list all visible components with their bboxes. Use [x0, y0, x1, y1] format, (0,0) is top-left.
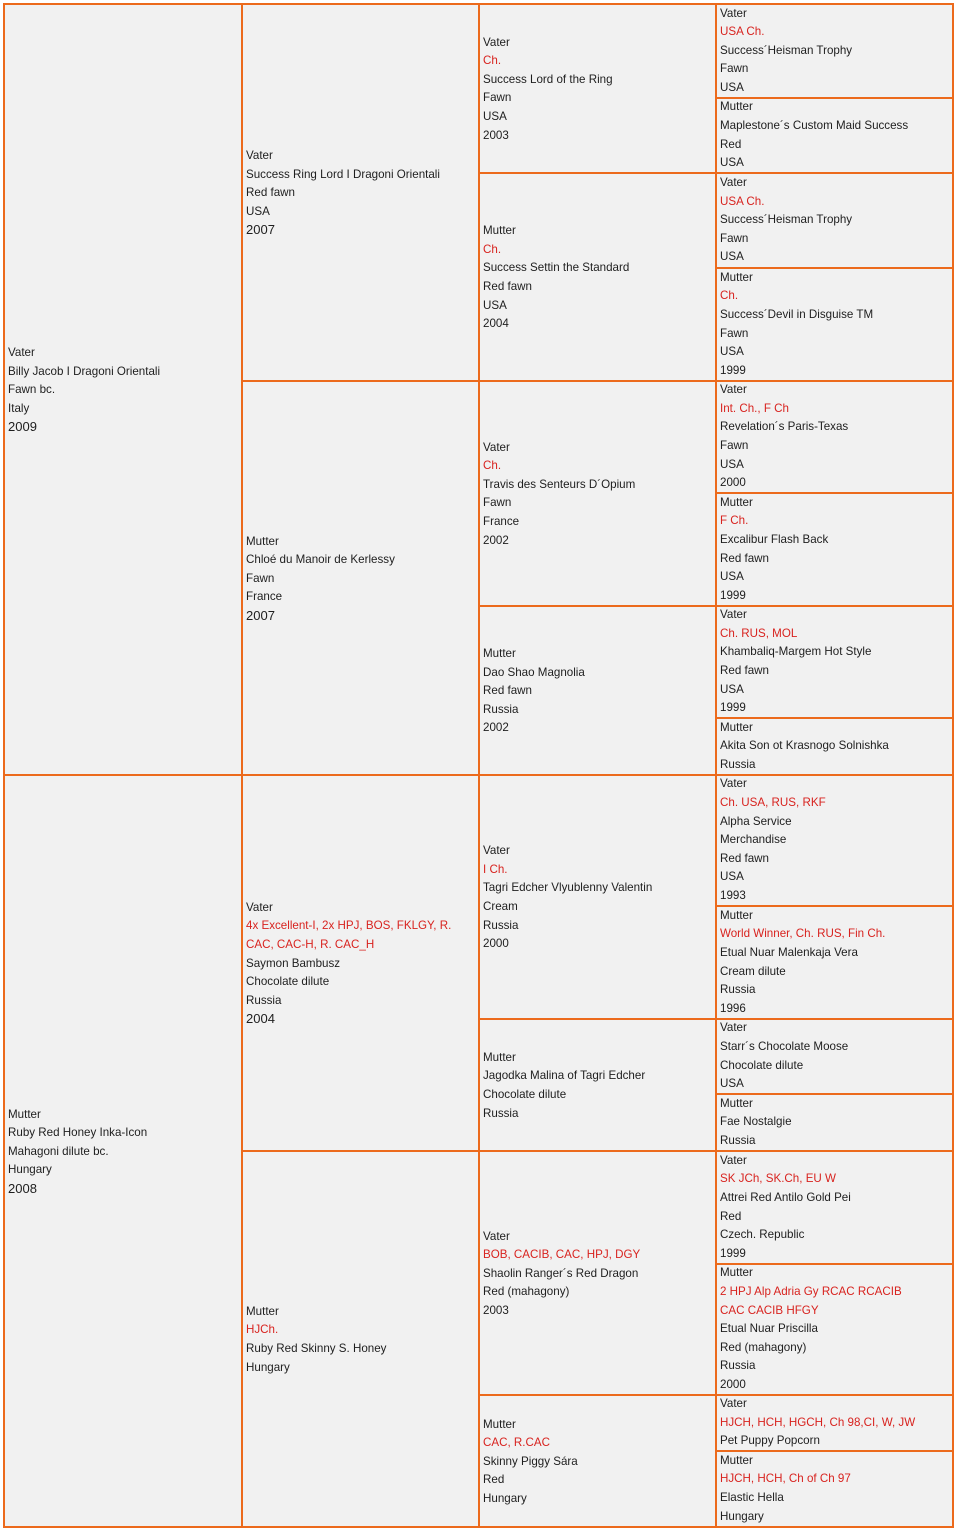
detail-text: Jagodka Malina of Tagri Edcher	[483, 1069, 646, 1083]
detail-text: Cream	[483, 899, 518, 913]
ancestor-sss	[478, 3, 717, 174]
ancestor-sdds	[715, 605, 954, 719]
title-text: BOB, CACIB, CAC, HPJ, DGY	[483, 1248, 641, 1262]
ancestor-ssds	[715, 172, 954, 269]
relation-label: Vater	[720, 1153, 747, 1167]
ancestor-ssss	[715, 3, 954, 99]
detail-text: Revelation´s Paris-Texas	[720, 420, 849, 434]
detail-text: Fawn	[720, 62, 749, 76]
relation-label: Mutter	[720, 100, 753, 114]
ancestor-ssdd	[715, 267, 954, 382]
detail-text: USA	[720, 457, 744, 471]
title-text: Ch.	[483, 459, 502, 473]
title-text: SK JCh, SK.Ch, EU W	[720, 1172, 836, 1186]
title-text: Ch.	[720, 289, 739, 303]
relation-label: Mutter	[483, 224, 516, 238]
detail-text: Russia	[246, 993, 282, 1007]
detail-text: Success Lord of the Ring	[483, 72, 613, 86]
ancestor-sire-dam	[241, 380, 480, 776]
detail-text: Fawn	[246, 571, 275, 585]
relation-label: Mutter	[720, 270, 753, 284]
detail-text: Skinny Piggy Sára	[483, 1454, 578, 1468]
detail-text: Russia	[720, 1359, 756, 1373]
relation-label: Mutter	[483, 647, 516, 660]
detail-text: Elastic Hella	[720, 1491, 784, 1504]
title-text: F Ch.	[720, 514, 749, 528]
ancestor-dsss	[715, 774, 954, 907]
detail-text: Travis des Senteurs D´Opium	[483, 477, 636, 491]
ancestor-ddds	[715, 1394, 954, 1452]
title-text: HJCh.	[246, 1323, 279, 1337]
detail-text: Khambaliq-Margem Hot Style	[720, 645, 872, 659]
ancestor-dsdd	[715, 1093, 954, 1152]
detail-text: Red	[720, 1209, 742, 1223]
detail-text: Excalibur Flash Back	[720, 532, 829, 546]
detail-text: Mahagoni dilute bc.	[8, 1144, 109, 1158]
detail-text: Shaolin Ranger´s Red Dragon	[483, 1266, 639, 1280]
detail-text: USA	[720, 682, 744, 696]
detail-text: Chocolate dilute	[720, 1058, 804, 1072]
relation-label: Vater	[720, 383, 747, 397]
ancestor-dam	[3, 774, 243, 1528]
relation-label: Vater	[483, 35, 510, 49]
detail-text: Hungary	[246, 1360, 290, 1374]
detail-text: Success Settin the Standard	[483, 261, 630, 275]
detail-text: Akita Son ot Krasnogo Solnishka	[720, 739, 889, 753]
detail-text: Pet Puppy Popcorn	[720, 1434, 820, 1448]
detail-text: 1999	[720, 1246, 746, 1260]
detail-text: Red (mahagony)	[483, 1285, 570, 1299]
relation-label: Mutter	[246, 534, 279, 548]
detail-text: 2008	[8, 1180, 37, 1196]
title-text: 4x Excellent-I, 2x HPJ, BOS, FKLGY, R.	[246, 919, 452, 933]
detail-text: Red fawn	[720, 851, 769, 865]
relation-label: Mutter	[483, 1050, 516, 1064]
detail-text: Fawn	[483, 91, 512, 105]
ancestor-dsd	[478, 1018, 717, 1152]
ancestor-ssd	[478, 172, 717, 382]
detail-text: France	[246, 590, 283, 604]
detail-text: 2003	[483, 128, 509, 142]
detail-text: Fawn	[720, 231, 749, 245]
title-text: Ch.	[483, 242, 502, 256]
relation-label: Vater	[8, 346, 35, 359]
title-text: Ch. RUS, MOL	[720, 626, 798, 640]
detail-text: Russia	[720, 983, 756, 997]
ancestor-ddss	[715, 1150, 954, 1265]
relation-label: Mutter	[720, 1453, 753, 1467]
detail-text: 2000	[483, 937, 509, 951]
detail-text: Attrei Red Antilo Gold Pei	[720, 1190, 851, 1204]
detail-text: USA	[720, 345, 744, 359]
ancestor-dds	[478, 1150, 717, 1396]
ancestor-ddsd	[715, 1263, 954, 1396]
relation-label: Vater	[720, 608, 747, 622]
detail-text: Hungary	[483, 1491, 527, 1505]
detail-text: Tagri Edcher Vlyublenny Valentin	[483, 881, 653, 895]
title-text: USA Ch.	[720, 25, 765, 39]
relation-label: Vater	[246, 149, 273, 162]
detail-text: Dao Shao Magnolia	[483, 665, 585, 679]
ancestor-dssd	[715, 905, 954, 1020]
title-text: Ch.	[483, 54, 502, 68]
detail-text: France	[483, 515, 520, 529]
detail-text: Success´Heisman Trophy	[720, 43, 853, 57]
ancestor-sire-sire	[241, 3, 480, 382]
title-text: HJCH, HCH, Ch of Ch 97	[720, 1472, 851, 1486]
detail-text: 2007	[246, 222, 275, 238]
relation-label: Vater	[483, 1229, 510, 1243]
detail-text: 1999	[720, 363, 746, 377]
detail-text: Russia	[483, 702, 519, 716]
relation-label: Mutter	[720, 720, 753, 734]
detail-text: 1993	[720, 888, 746, 902]
title-text: CAC CACIB HFGY	[720, 1303, 819, 1317]
detail-text: 1999	[720, 588, 746, 602]
detail-text: Success´Heisman Trophy	[720, 213, 853, 227]
ancestor-ddd	[478, 1394, 717, 1528]
title-text: Ch. USA, RUS, RKF	[720, 796, 826, 810]
relation-label: Mutter	[720, 1266, 753, 1280]
detail-text: USA	[246, 204, 270, 218]
relation-label: Vater	[720, 6, 747, 20]
ancestor-dam-dam	[241, 1150, 480, 1528]
detail-text: 2009	[8, 419, 37, 435]
detail-text: Saymon Bambusz	[246, 956, 341, 970]
relation-label: Mutter	[720, 908, 753, 922]
detail-text: 2000	[720, 1377, 746, 1391]
ancestor-sdsd	[715, 492, 954, 607]
detail-text: Red fawn	[720, 664, 769, 677]
detail-text: 2002	[483, 721, 509, 735]
detail-text: Russia	[483, 1106, 519, 1120]
detail-text: Billy Jacob I Dragoni Orientali	[8, 364, 161, 378]
detail-text: 1999	[720, 701, 746, 715]
ancestor-sdss	[715, 380, 954, 494]
detail-text: 2004	[483, 317, 509, 331]
relation-label: Vater	[720, 1021, 747, 1035]
detail-text: 2002	[483, 533, 509, 547]
detail-text: USA	[483, 110, 507, 124]
ancestor-sire	[3, 3, 243, 776]
detail-text: Cream dilute	[720, 964, 786, 978]
detail-text: Italy	[8, 401, 30, 415]
detail-text: Ruby Red Honey Inka-Icon	[8, 1126, 148, 1140]
ancestor-dss	[478, 774, 717, 1020]
detail-text: Fae Nostalgie	[720, 1115, 792, 1129]
detail-text: Fawn	[483, 496, 512, 510]
relation-label: Mutter	[8, 1107, 41, 1121]
relation-label: Mutter	[246, 1304, 279, 1318]
detail-text: Fawn	[720, 326, 749, 340]
detail-text: Fawn bc.	[8, 383, 56, 397]
relation-label: Vater	[246, 900, 273, 914]
title-text: World Winner, Ch. RUS, Fin Ch.	[720, 927, 886, 941]
detail-text: USA	[483, 298, 507, 312]
detail-text: Red fawn	[483, 684, 532, 698]
detail-text: Hungary	[8, 1163, 52, 1177]
title-text: Int. Ch., F Ch	[720, 401, 789, 415]
detail-text: 2004	[246, 1011, 275, 1027]
relation-label: Mutter	[720, 1096, 753, 1110]
detail-text: Starr´s Chocolate Moose	[720, 1039, 849, 1053]
detail-text: Chocolate dilute	[246, 975, 330, 989]
detail-text: Czech. Republic	[720, 1228, 805, 1242]
detail-text: 2007	[246, 607, 275, 623]
detail-text: Etual Nuar Malenkaja Vera	[720, 945, 858, 959]
detail-text: Russia	[720, 1133, 756, 1147]
detail-text: Russia	[483, 918, 519, 932]
ancestor-sds	[478, 380, 717, 607]
detail-text: Fawn	[720, 439, 749, 452]
detail-text: Red	[483, 1473, 505, 1487]
detail-text: USA	[720, 870, 744, 884]
relation-label: Mutter	[483, 1417, 516, 1431]
detail-text: Red fawn	[720, 551, 769, 565]
detail-text: Success´Devil in Disguise TM	[720, 307, 874, 321]
detail-text: Red (mahagony)	[720, 1340, 807, 1354]
detail-text: USA	[720, 1077, 744, 1091]
title-text: CAC, CAC-H, R. CAC_H	[246, 938, 375, 952]
ancestor-sddd	[715, 717, 954, 776]
ancestor-sssd	[715, 97, 954, 174]
detail-text: Etual Nuar Priscilla	[720, 1322, 818, 1336]
detail-text: USA	[720, 156, 744, 170]
detail-text: Russia	[720, 757, 756, 771]
detail-text: Success Ring Lord I Dragoni Orientali	[246, 167, 440, 181]
title-text: CAC, R.CAC	[483, 1436, 550, 1450]
detail-text: Merchandise	[720, 833, 787, 847]
ancestor-dddd	[715, 1450, 954, 1528]
detail-text: Chloé du Manoir de Kerlessy	[246, 553, 395, 567]
title-text: USA Ch.	[720, 194, 765, 208]
ancestor-sdd	[478, 605, 717, 776]
detail-text: 1996	[720, 1001, 746, 1015]
detail-text: Red fawn	[246, 186, 295, 200]
detail-text: USA	[720, 80, 744, 94]
detail-text: Red fawn	[483, 279, 532, 293]
detail-text: 2000	[720, 476, 746, 490]
detail-text: Maplestone´s Custom Maid Success	[720, 118, 909, 132]
detail-text: Alpha Service	[720, 814, 792, 828]
relation-label: Vater	[720, 1397, 747, 1411]
relation-label: Vater	[720, 176, 747, 190]
title-text: HJCH, HCH, HGCH, Ch 98,CI, W, JW	[720, 1415, 916, 1429]
relation-label: Mutter	[720, 495, 753, 509]
relation-label: Vater	[483, 440, 510, 454]
detail-text: Chocolate dilute	[483, 1087, 567, 1101]
title-text: 2 HPJ Alp Adria Gy RCAC RCACIB	[720, 1285, 902, 1299]
detail-text: Hungary	[720, 1509, 764, 1523]
detail-text: 2003	[483, 1303, 509, 1317]
relation-label: Vater	[720, 777, 747, 791]
relation-label: Vater	[483, 844, 510, 858]
detail-text: Red	[720, 137, 742, 151]
title-text: I Ch.	[483, 862, 508, 876]
detail-text: USA	[720, 250, 744, 264]
ancestor-dam-sire	[241, 774, 480, 1152]
ancestor-dsds	[715, 1018, 954, 1095]
detail-text: Ruby Red Skinny S. Honey	[246, 1341, 387, 1355]
detail-text: USA	[720, 570, 744, 584]
